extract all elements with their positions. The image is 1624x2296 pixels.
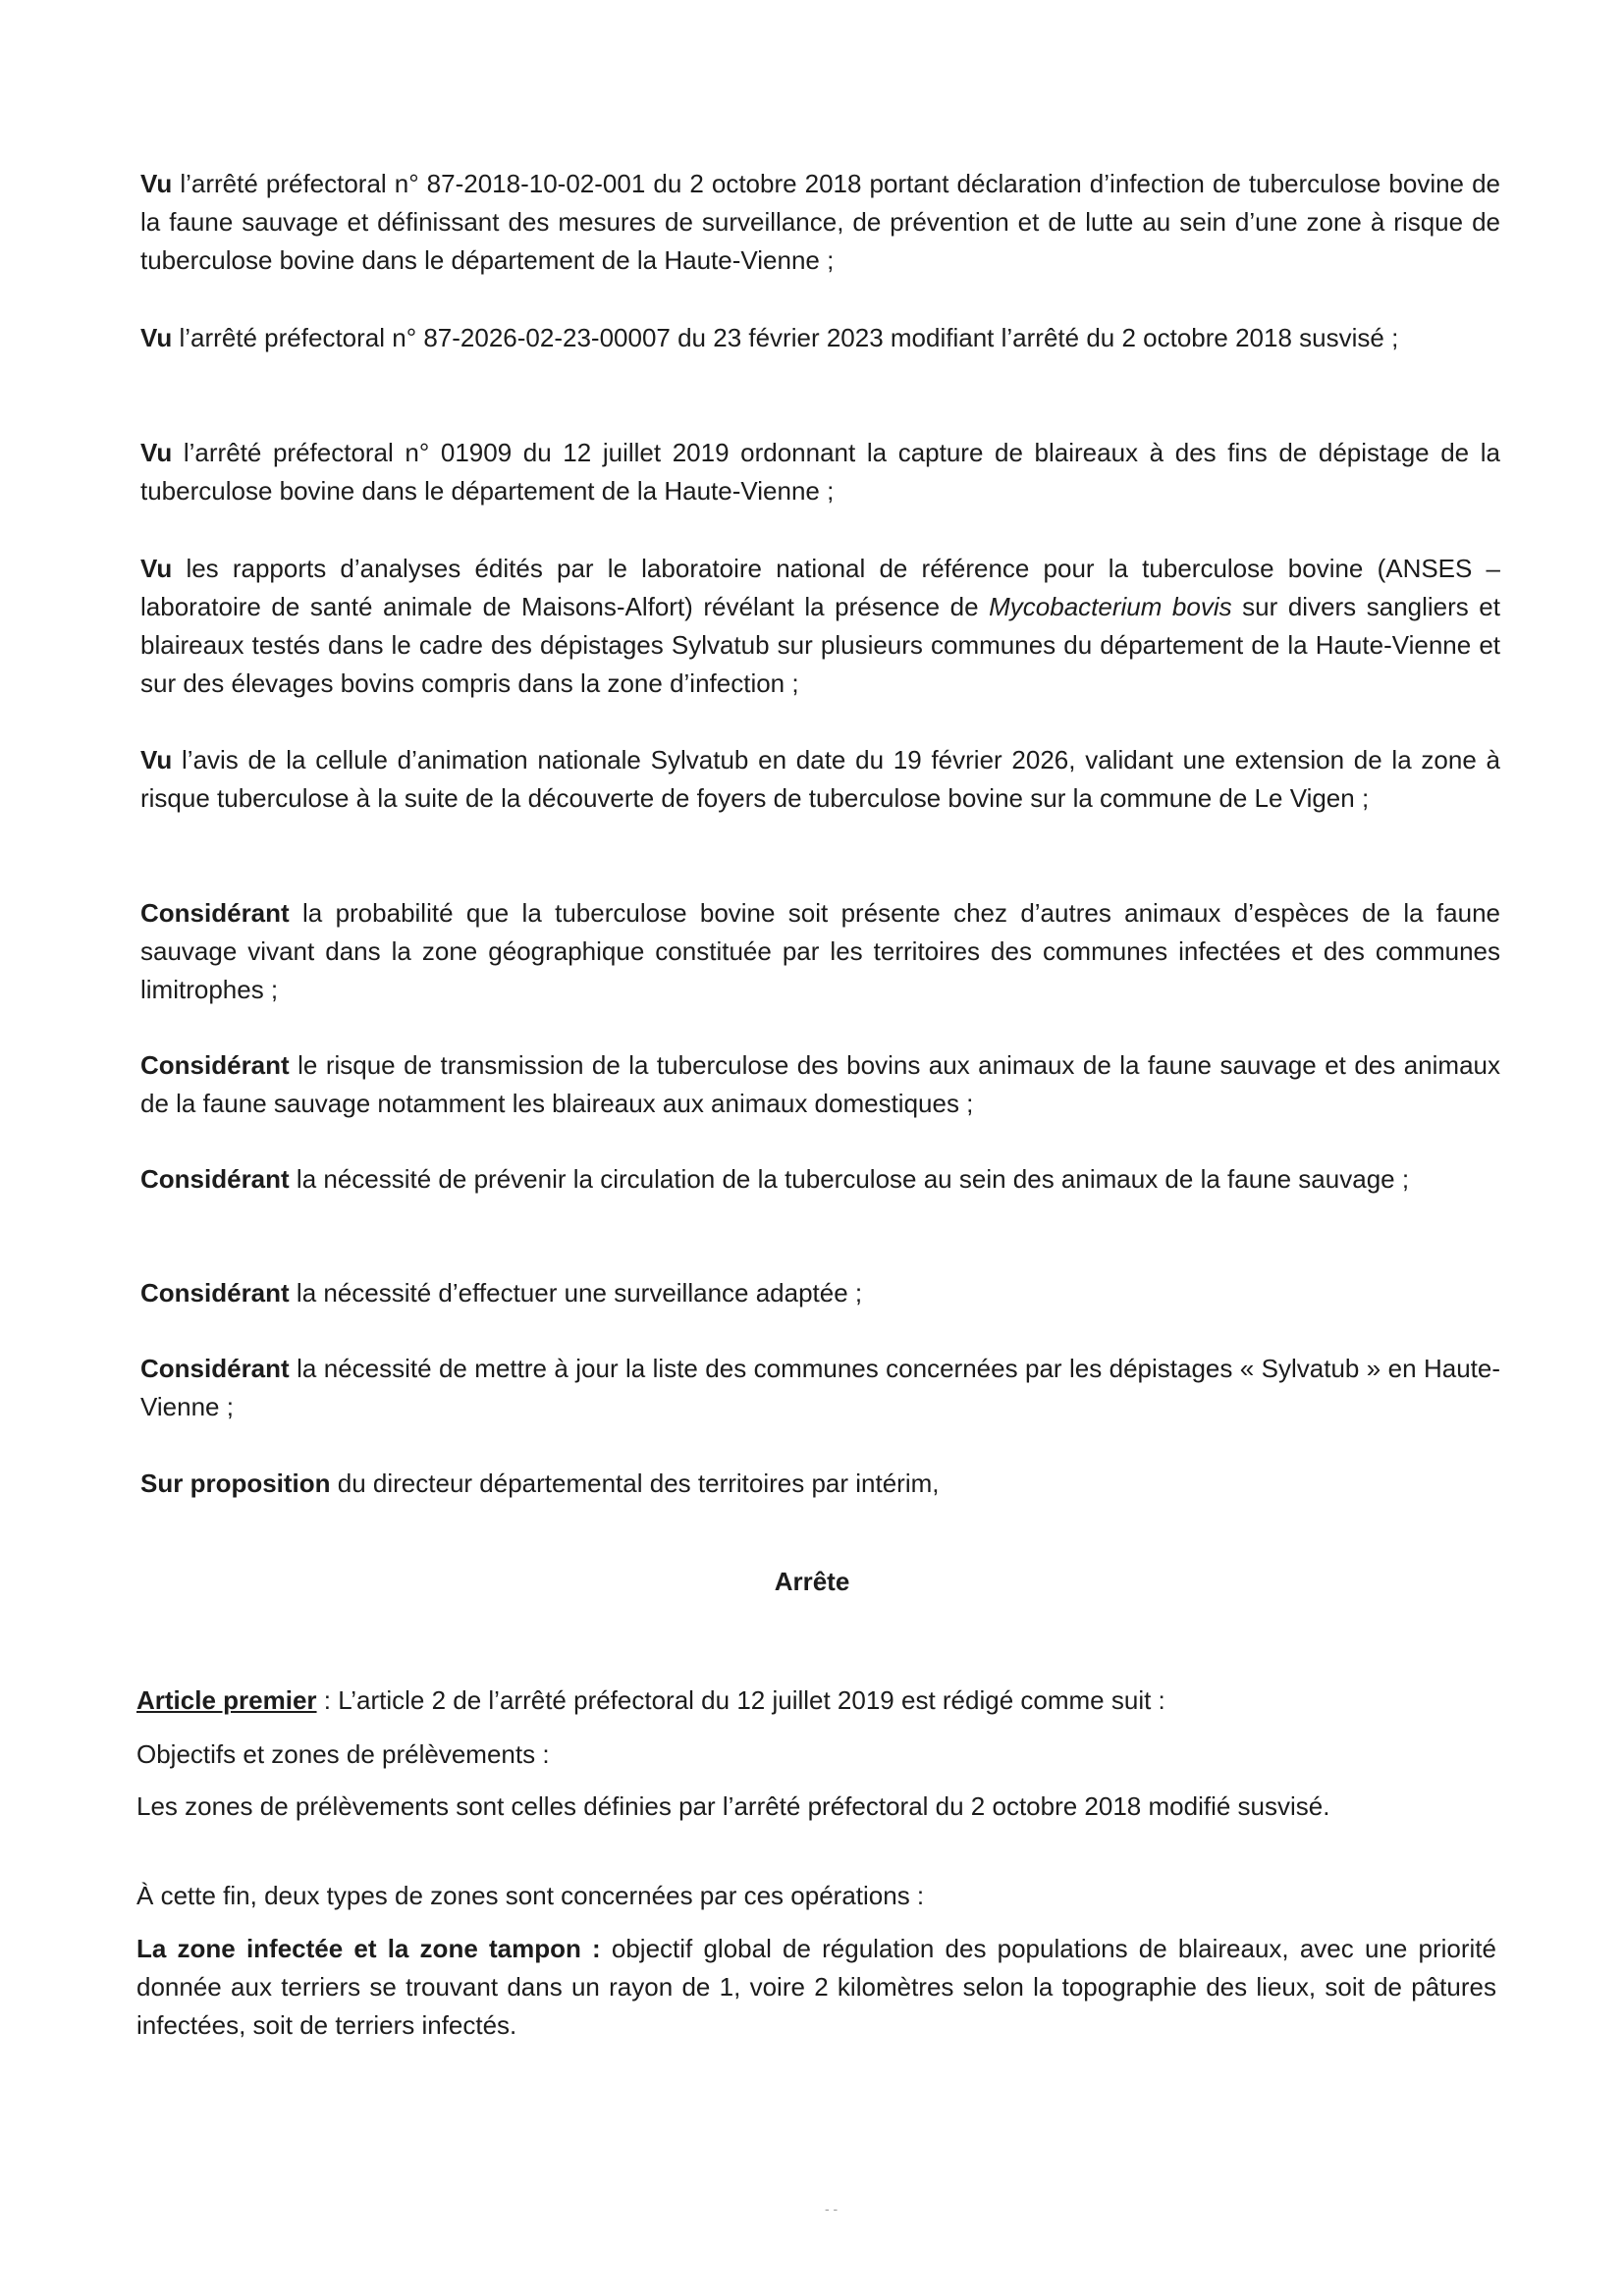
paragraph-vu-1 (140, 165, 1500, 280)
lead-vu: Vu (140, 745, 173, 774)
paragraph-considerant-2 (140, 1046, 1500, 1123)
lead-considerant: Considérant (140, 1354, 290, 1383)
paragraph-text: la nécessité d’effectuer une surveillance adaptée ; (289, 1278, 863, 1308)
paragraph-sur-proposition (140, 1465, 1500, 1503)
paragraph-text: l’arrêté préfectoral n° 01909 du 12 juillet 2019 ordonnant la capture de blaireaux à des fins de dépistage de la tuberculose bovine dans le département de la Haute-Vienne ; (140, 438, 1500, 506)
paragraph-text: la nécessité de mettre à jour la liste des communes concernées par les dépistages « Sylvatub » en Haute-Vienne ; (140, 1354, 1500, 1421)
lead-considerant: Considérant (140, 898, 290, 928)
paragraph-text: le risque de transmission de la tuberculose des bovins aux animaux de la faune sauvage et des animaux de la faune sauvage notamment les blaireaux aux animaux domestiques ; (140, 1050, 1500, 1118)
lead-vu: Vu (140, 438, 173, 467)
lead-considerant: Considérant (140, 1278, 290, 1308)
paragraph-vu-3 (140, 434, 1500, 510)
paragraph-considerant-5 (140, 1350, 1500, 1426)
paragraph-considerant-3 (140, 1160, 1500, 1199)
paragraph-considerant-4 (140, 1274, 1500, 1312)
lead-sur-proposition: Sur proposition (140, 1468, 331, 1498)
paragraph-vu-4 (140, 550, 1500, 703)
paragraph-text: l’arrêté préfectoral n° 87-2026-02-23-00007 du 23 février 2023 modifiant l’arrêté du 2 octobre 2018 susvisé ; (172, 323, 1399, 352)
paragraph-text: l’avis de la cellule d’animation nationale Sylvatub en date du 19 février 2026, validant une extension de la zone à risque tuberculose à la suite de la découverte de foyers de tuberculose bovine sur la commune de Le Vigen ; (140, 745, 1500, 813)
lead-vu: Vu (140, 169, 173, 198)
article-label: Article premier (136, 1685, 317, 1715)
paragraph-text: la nécessité de prévenir la circulation de la tuberculose au sein des animaux de la faune sauvage ; (289, 1164, 1410, 1194)
paragraph-considerant-1 (140, 894, 1500, 1009)
zone-label: La zone infectée et la zone tampon : (136, 1934, 601, 1963)
article-paragraph-3: À cette fin, deux types de zones sont concernées par ces opérations : (136, 1881, 925, 1910)
lead-considerant: Considérant (140, 1164, 290, 1194)
paragraph-text: sur divers sangliers et blaireaux testés dans le cadre des dépistages Sylvatub sur plusieurs communes du département de la Haute-Vienne et sur des élevages bovins compris dans la zone d’infection ; (140, 592, 1500, 698)
article-premier-heading (136, 1682, 1496, 1720)
page-number-mark: - - (825, 2201, 839, 2216)
species-name: Mycobacterium bovis (989, 592, 1232, 621)
lead-vu: Vu (140, 323, 173, 352)
decision-title: Arrête (774, 1567, 850, 1596)
paragraph-vu-5 (140, 741, 1500, 818)
article-text: : L’article 2 de l’arrêté préfectoral du 12 juillet 2019 est rédigé comme suit : (316, 1685, 1165, 1715)
paragraph-text: les rapports d’analyses édités par le laboratoire national de référence pour la tuberculose bovine (ANSES – laboratoire de santé animale de Maisons-Alfort) révélant la présence de (140, 554, 1500, 621)
lead-considerant: Considérant (140, 1050, 290, 1080)
article-paragraph-4 (136, 1930, 1496, 2045)
paragraph-text: objectif global de régulation des populations de blaireaux, avec une priorité donnée aux terriers se trouvant dans un rayon de 1, voire 2 kilomètres selon la topographie des lieux, soit de pâtures infectées, soit de terriers infectés. (136, 1934, 1496, 2040)
paragraph-text: l’arrêté préfectoral n° 87-2018-10-02-001 du 2 octobre 2018 portant déclaration d’infection de tuberculose bovine de la faune sauvage et définissant des mesures de surveillance, de prévention et de lutte au sein d’une zone à risque de tuberculose bovine dans le département de la Haute-Vienne ; (140, 169, 1500, 275)
article-paragraph-1: Objectifs et zones de prélèvements : (136, 1739, 550, 1769)
article-paragraph-2: Les zones de prélèvements sont celles définies par l’arrêté préfectoral du 2 octobre 2018 modifié susvisé. (136, 1791, 1330, 1821)
paragraph-text: la probabilité que la tuberculose bovine soit présente chez d’autres animaux d’espèces de la faune sauvage vivant dans la zone géographique constituée par les territoires des communes infectées et des communes limitrophes ; (140, 898, 1500, 1004)
paragraph-vu-2 (140, 319, 1500, 357)
lead-vu: Vu (140, 554, 173, 583)
paragraph-text: du directeur départemental des territoires par intérim, (330, 1468, 940, 1498)
